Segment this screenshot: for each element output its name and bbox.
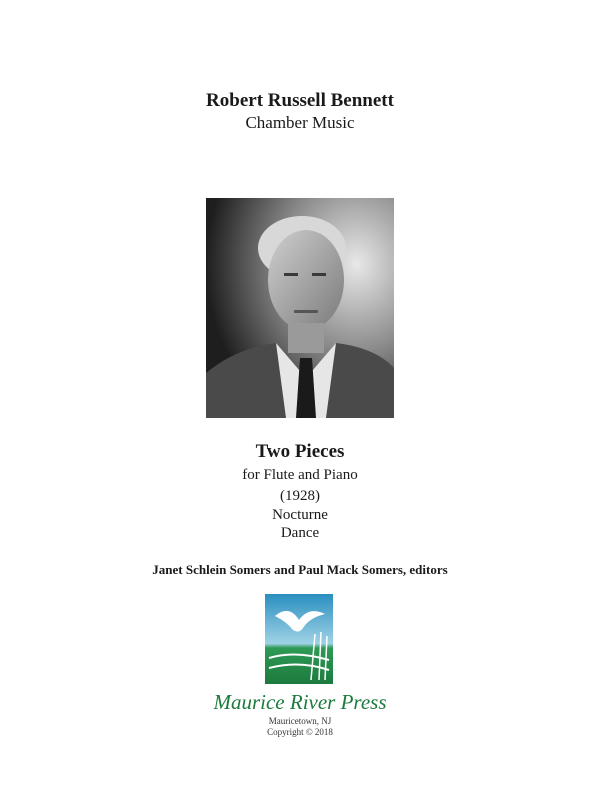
composer-name: Robert Russell Bennett xyxy=(206,90,394,111)
movement-2: Dance xyxy=(280,525,320,541)
collection-title: Chamber Music xyxy=(245,113,355,132)
publisher-name: Maurice River Press xyxy=(213,690,387,714)
movement-1: Nocturne xyxy=(272,507,328,523)
composer-portrait xyxy=(206,198,394,418)
publisher-logo xyxy=(265,594,333,684)
work-title: Two Pieces xyxy=(255,441,345,462)
copyright-notice: Copyright © 2018 xyxy=(267,727,333,737)
editors-credit: Janet Schlein Somers and Paul Mack Somers, editors xyxy=(152,562,448,577)
work-year: (1928) xyxy=(280,488,320,504)
publisher-location: Mauricetown, NJ xyxy=(268,716,332,726)
instrumentation: for Flute and Piano xyxy=(242,467,358,483)
